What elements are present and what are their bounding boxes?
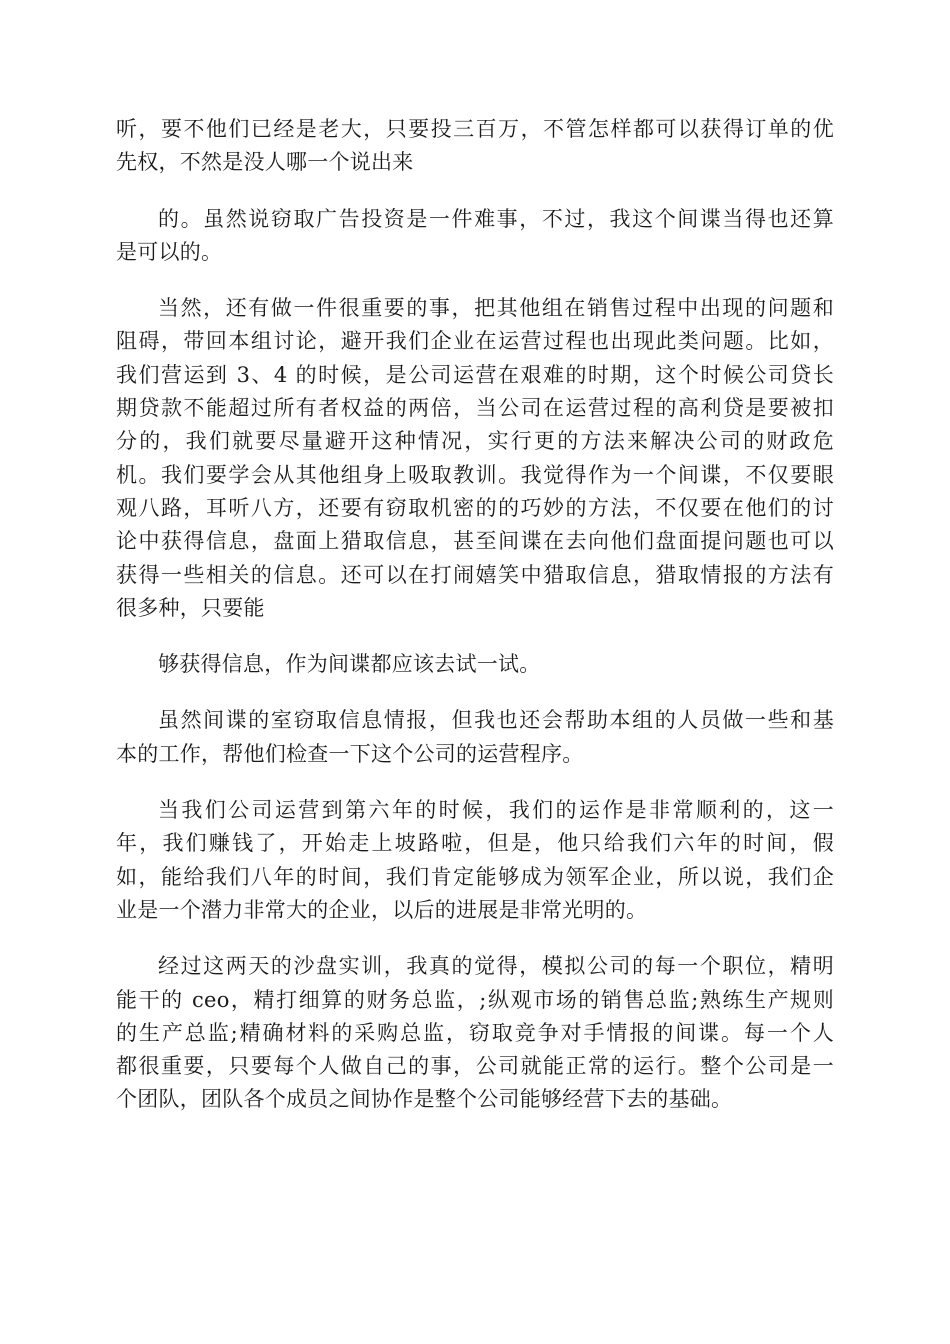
text-line: 当我们公司运营到第六年的时候，我们的运作是非常顺利的，这一 [158,798,834,823]
text-line: 的。虽然说窃取广告投资是一件难事，不过，我这个间谍当得也还算 [158,206,834,231]
document-page [116,113,834,1140]
text-line: 听，要不他们已经是老大，只要投三百万，不管怎样都可以获得订单的优 [116,117,834,141]
paragraph [116,113,834,180]
paragraph [116,203,834,270]
text-line: 阻碍，带回本组讨论，避开我们企业在运营过程也出现此类问题。比如， [116,329,834,354]
paragraph [116,648,834,681]
text-line: 机。我们要学会从其他组身上吸取教训。我觉得作为一个间谍，不仅要眼 [116,462,834,487]
text-line: 能干的 ceo，精打细算的财务总监，;纵观市场的销售总监;熟练生产规则 [116,987,834,1012]
paragraph [116,292,834,625]
text-line: 经过这两天的沙盘实训，我真的觉得，模拟公司的每一个职位，精明 [158,954,834,979]
paragraph [116,704,834,771]
text-line: 我们营运到 3、4 的时候，是公司运营在艰难的时期，这个时候公司贷长 [116,362,834,387]
text-line: 如，能给我们八年的时间，我们肯定能够成为领军企业，所以说，我们企 [116,864,834,889]
text-line: 个团队，团队各个成员之间协作是整个公司能够经营下去的基础。 [116,1087,733,1112]
paragraph [116,794,834,927]
text-line: 当然，还有做一件很重要的事，把其他组在销售过程中出现的问题和 [158,296,834,321]
text-line: 很多种，只要能 [116,595,265,620]
text-line: 期贷款不能超过所有者权益的两倍，当公司在运营过程的高利贷是要被扣 [116,396,834,421]
text-line: 够获得信息，作为间谍都应该去试一试。 [158,652,541,677]
text-line: 分的，我们就要尽量避开这种情况，实行更的方法来解决公司的财政危 [116,429,834,454]
text-line: 业是一个潜力非常大的企业，以后的进展是非常光明的。 [116,897,648,922]
text-line: 本的工作，帮他们检查一下这个公司的运营程序。 [116,741,584,766]
text-line: 获得一些相关的信息。还可以在打闹嬉笑中猎取信息，猎取情报的方法有 [116,562,834,587]
text-line: 论中获得信息，盘面上猎取信息，甚至间谍在去向他们盘面提问题也可以 [116,529,834,554]
text-line: 年，我们赚钱了，开始走上坡路啦，但是，他只给我们六年的时间，假 [116,831,834,856]
text-line: 是可以的。 [116,239,223,264]
text-line: 都很重要，只要每个人做自己的事，公司就能正常的运行。整个公司是一 [116,1054,834,1079]
text-line: 的生产总监;精确材料的采购总监，窃取竞争对手情报的间谍。每一个人 [116,1020,834,1045]
text-line: 观八路，耳听八方，还要有窃取机密的的巧妙的方法，不仅要在他们的讨 [116,495,834,520]
text-line: 先权，不然是没人哪一个说出来 [116,150,414,175]
paragraph [116,950,834,1116]
text-line: 虽然间谍的室窃取信息情报，但我也还会帮助本组的人员做一些和基 [158,708,834,733]
